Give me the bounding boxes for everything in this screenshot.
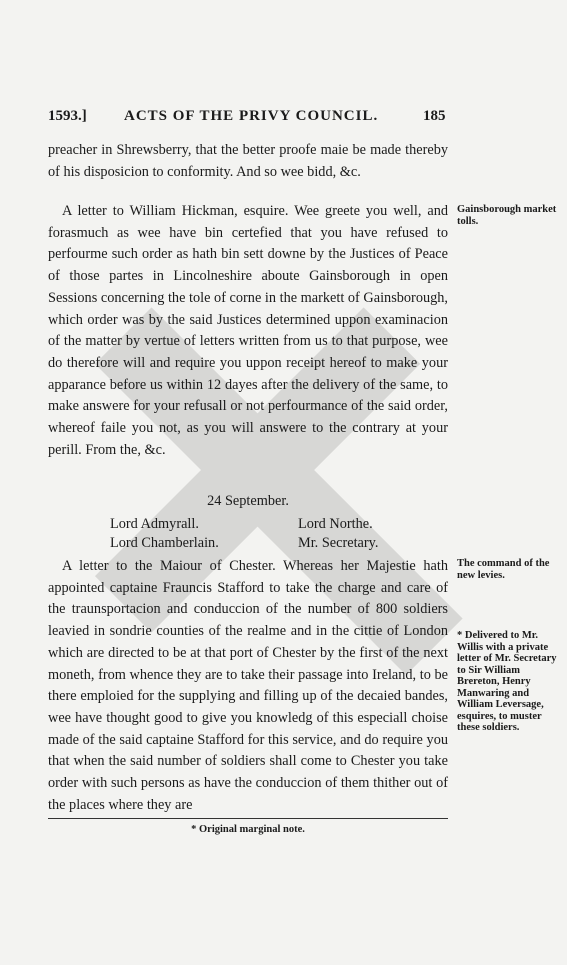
paragraph-chester-letter <box>48 556 448 816</box>
footnote-divider <box>48 818 448 819</box>
attendee: Lord Chamberlain. <box>110 535 219 551</box>
attendee-row <box>110 534 410 553</box>
header-title: ACTS OF THE PRIVY COUNCIL. <box>124 108 379 124</box>
attendee: Lord Admyrall. <box>110 516 199 532</box>
margin-note-gainsborough: Gainsborough market tolls. <box>457 204 557 227</box>
paragraph-text: preacher in Shrewsberry, that the better proofe maie be made thereby of his disposicion to conformity. And so wee bidd, &c. <box>48 142 448 180</box>
paragraph-continuation <box>48 140 448 183</box>
attendee-row <box>110 515 410 534</box>
paragraph-text: A letter to the Maiour of Chester. Whereas her Majestie hath appointed captaine Frauncis Stafford to take the charge and care of the traunsportacion and conduccion of the number of 800 soldiers leavied in sondrie counties of the realme and in the cittie of London which are directed to be at that port of Chester by the first of the next moneth, from whence they are to take their passage into Ireland, to be there emploied for the supplying and filling up of the decaied bandes, wee have thought good to give you knowledg of this especiall choise made of the said captaine Stafford for this service, and do require you that when the said number of soldiers shall come to Chester you take order with such persons as have the conduccion of them thither out of the places where they are <box>48 558 448 813</box>
meeting-date: 24 September. <box>207 493 289 509</box>
margin-note-command: The command of the new levies. <box>457 558 550 581</box>
attendee: Mr. Secretary. <box>298 535 379 551</box>
paragraph-text: A letter to William Hickman, esquire. Wee greete you well, and forasmuch as wee have bin certefied that you have refused to perfourme such order as hath bin sett downe by the Justices of Peace of those partes in Lincolneshire aboute Gainsborough in open Sessions concerning the tole of corne in the markett of Gainsborough, which order was by the said Justices determined uppon examinacion of the matter by vertue of letters written from us to that purpose, wee do therefore will and require you uppon receipt hereof to make your apparance before us within 12 dayes after the delivery of the same, to make answere for your refusall or not perfourmance of the said order, whereof faile you not, as you will answere to the contrary at your perill. From the, &c. <box>48 203 448 458</box>
attendee-list <box>110 515 410 553</box>
running-header <box>48 108 448 130</box>
footnote: * Original marginal note. <box>191 824 305 835</box>
page-number: 185 <box>423 108 446 124</box>
paragraph-hickman-letter <box>48 201 448 461</box>
margin-note-delivered: * Delivered to Mr. Willis with a private letter of Mr. Secretary to Sir William Brereton, Henry Manwaring and William Leversage, esquires, to muster these soldiers. <box>457 630 557 733</box>
header-year: 1593.] <box>48 108 87 124</box>
attendee: Lord Northe. <box>298 516 373 532</box>
